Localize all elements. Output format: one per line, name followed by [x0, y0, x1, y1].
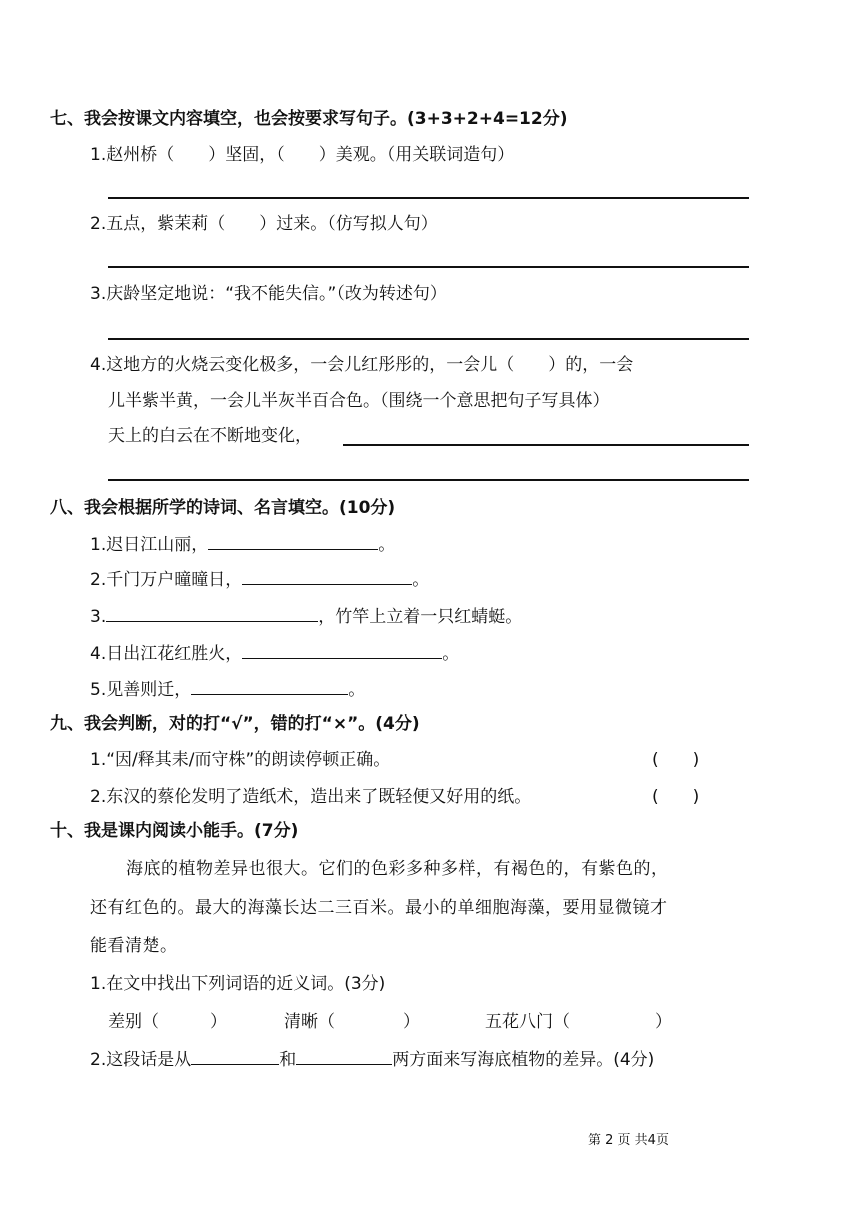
blank-8-2[interactable] — [242, 584, 412, 585]
section-7-q1: 1.赵州桥（ ）坚固，（ ）美观。（用关联词造句） — [90, 145, 515, 165]
passage-line-1: 海底的植物差异也很大。它们的色彩多种多样，有褐色的，有紫色的， — [126, 859, 669, 879]
section-8-q4 — [90, 646, 459, 663]
q1-prefix: 1.迟日江山丽， — [90, 535, 209, 555]
answer-bracket-9-2[interactable]: ( ) — [652, 787, 700, 807]
blank-8-1[interactable] — [208, 549, 378, 550]
q2-prefix: 2.这段话是从 — [90, 1050, 192, 1070]
section-8-title: 八、我会根据所学的诗词、名言填空。(10分) — [50, 498, 396, 518]
section-10-q2 — [90, 1052, 654, 1069]
section-9-q1: 1.“因/释其耒/而守株”的朗读停顿正确。 — [90, 750, 391, 770]
q3-suffix: ，竹竿上立着一只红蜻蜓。 — [318, 607, 523, 627]
blank-8-4[interactable] — [242, 658, 442, 659]
section-7-q4-line1: 4.这地方的火烧云变化极多，一会儿红彤彤的，一会儿（ ）的，一会 — [90, 355, 634, 375]
section-8-q1 — [90, 537, 395, 554]
section-7-q4-line2: 儿半紫半黄，一会儿半灰半百合色。（围绕一个意思把句子写具体） — [108, 391, 610, 411]
q2-suffix: 。 — [412, 570, 430, 590]
answer-bracket-9-1[interactable]: ( ) — [652, 750, 700, 770]
q2-suffix: 两方面来写海底植物的差异。(4分) — [392, 1050, 655, 1070]
passage-line-3: 能看清楚。 — [90, 936, 178, 956]
answer-line-7-4a[interactable] — [343, 444, 749, 446]
section-9-title: 九、我会判断，对的打“√”，错的打“×”。(4分) — [50, 714, 420, 734]
section-10-q1: 1.在文中找出下列词语的近义词。(3分) — [90, 974, 386, 994]
q4-suffix: 。 — [442, 644, 460, 664]
section-7-title: 七、我会按课文内容填空，也会按要求写句子。(3+3+2+4=12分) — [50, 109, 568, 129]
blank-8-3[interactable] — [106, 621, 318, 622]
q5-suffix: 。 — [348, 680, 366, 700]
page-footer: 第 2 页 共4页 — [588, 1133, 669, 1148]
q1-suffix: 。 — [378, 535, 396, 555]
q4-prefix: 4.日出江花红胜火， — [90, 644, 243, 664]
answer-line-7-2[interactable] — [108, 266, 749, 268]
q2-middle: 和 — [279, 1050, 297, 1070]
answer-line-7-3[interactable] — [108, 338, 749, 340]
q5-prefix: 5.见善则迁， — [90, 680, 192, 700]
section-7-q4-line3: 天上的白云在不断地变化， — [108, 426, 312, 446]
blank-10-2a[interactable] — [191, 1064, 279, 1065]
synonym-word-1: 差别（ ） — [108, 1012, 227, 1032]
synonym-word-3: 五花八门（ ） — [485, 1012, 672, 1032]
section-10-title: 十、我是课内阅读小能手。(7分) — [50, 821, 299, 841]
section-8-q3 — [90, 609, 522, 626]
blank-8-5[interactable] — [191, 694, 348, 695]
passage-line-2: 还有红色的。最大的海藻长达二三百米。最小的单细胞海藻，要用显微镜才 — [90, 898, 668, 918]
section-8-q2 — [90, 572, 429, 589]
section-9-q2: 2.东汉的蔡伦发明了造纸术，造出来了既轻便又好用的纸。 — [90, 787, 532, 807]
answer-line-7-4b[interactable] — [108, 479, 749, 481]
synonym-word-2: 清晰（ ） — [284, 1012, 420, 1032]
answer-line-7-1[interactable] — [108, 197, 749, 199]
q2-prefix: 2.千门万户曈曈日， — [90, 570, 243, 590]
q3-prefix: 3. — [90, 607, 107, 627]
blank-10-2b[interactable] — [296, 1064, 392, 1065]
section-7-q2: 2.五点，紫茉莉（ ）过来。（仿写拟人句） — [90, 214, 438, 234]
section-7-q3: 3.庆龄坚定地说：“我不能失信。”（改为转述句） — [90, 284, 447, 304]
section-8-q5 — [90, 682, 365, 699]
